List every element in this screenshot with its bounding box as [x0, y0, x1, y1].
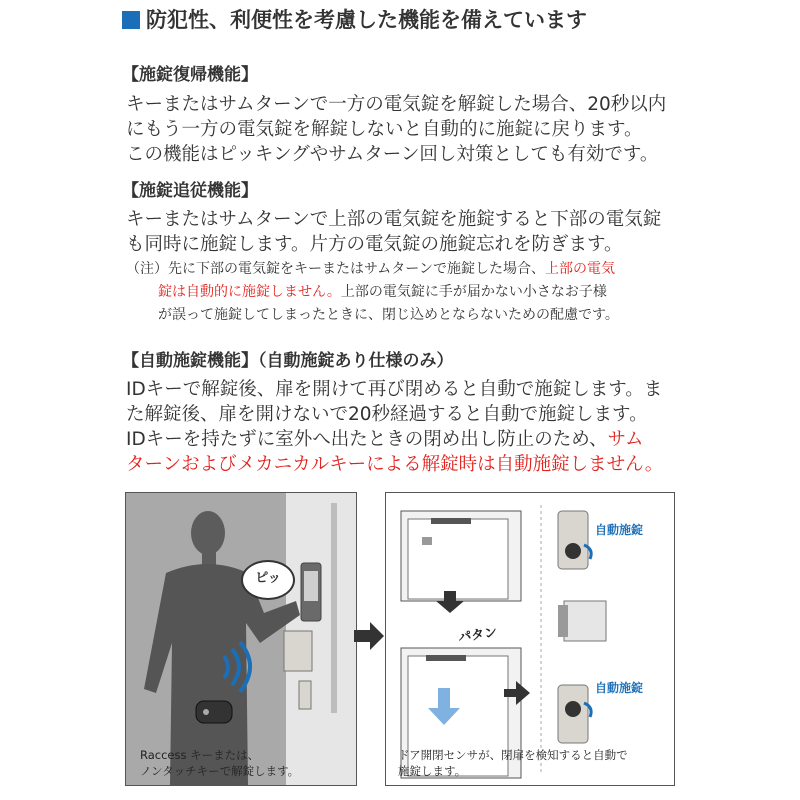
note-highlight: 錠は自動的に施錠しません。: [158, 284, 341, 300]
note-text: が誤って施錠してしまったときに、閉じ込めとならないための配慮です。: [158, 307, 619, 323]
auto-lock-label: 自動施錠: [595, 523, 644, 537]
section-heading-auto-lock: 【自動施錠機能】（自動施錠あり仕様のみ）: [122, 351, 454, 371]
entry-scene-illustration: [126, 493, 356, 785]
section-body-line: この機能はピッキングやサムターン回し対策としても有効です。: [126, 144, 659, 165]
left-caption-line: ノンタッチキーで解錠します。: [140, 764, 300, 778]
section-body-line: IDキーを持たずに室外へ出たときの閉め出し防止のため、サム: [126, 429, 644, 450]
door-close-sound-label: パタン: [457, 625, 499, 646]
section-body-line-red: ターンおよびメカニカルキーによる解錠時は自動施錠しません。: [126, 454, 664, 475]
pip-sound-bubble: ピッ: [241, 560, 295, 600]
left-caption-line: Raccess キーまたは、: [140, 748, 260, 762]
section-body-line: た解錠後、扉を開けないで20秒経過すると自動で施錠します。: [126, 404, 648, 425]
right-caption-line: 施錠します。: [398, 764, 467, 778]
section-body-line: も同時に施錠します。片方の電気錠の施錠忘れを防ぎます。: [126, 234, 623, 255]
section-body-line: キーまたはサムターンで上部の電気錠を施錠すると下部の電気錠: [126, 209, 662, 230]
title-square-icon: [122, 11, 140, 29]
title-text: 防犯性、利便性を考慮した機能を備えています: [146, 8, 587, 32]
red-highlight: サム: [607, 429, 644, 450]
note-highlight: 上部の電気: [545, 261, 616, 277]
section-heading-lock-follow: 【施錠追従機能】: [122, 181, 258, 201]
right-arrow-icon: [354, 622, 384, 650]
right-caption-line: ドア開閉センサが、閉扉を検知すると自動で: [398, 748, 628, 762]
page-title: [122, 4, 587, 34]
section-heading-lock-return: 【施錠復帰機能】: [122, 65, 258, 85]
auto-lock-label: 自動施錠: [595, 681, 644, 695]
section-body-line: IDキーで解錠後、扉を開けて再び閉めると自動で施錠します。ま: [126, 379, 663, 400]
section-body-line: キーまたはサムターンで一方の電気錠を解錠した場合、20秒以内: [126, 94, 667, 115]
note-text: 上部の電気錠に手が届かない小さなお子様: [340, 284, 607, 300]
section-body-line: にもう一方の電気錠を解錠しないと自動的に施錠に戻ります。: [126, 119, 643, 140]
note-block: [126, 258, 619, 327]
note-text: 先に下部の電気錠をキーまたはサムターンで施錠した場合、: [168, 261, 546, 277]
left-illustration-panel: [125, 492, 357, 786]
note-prefix: （注）: [126, 261, 168, 277]
